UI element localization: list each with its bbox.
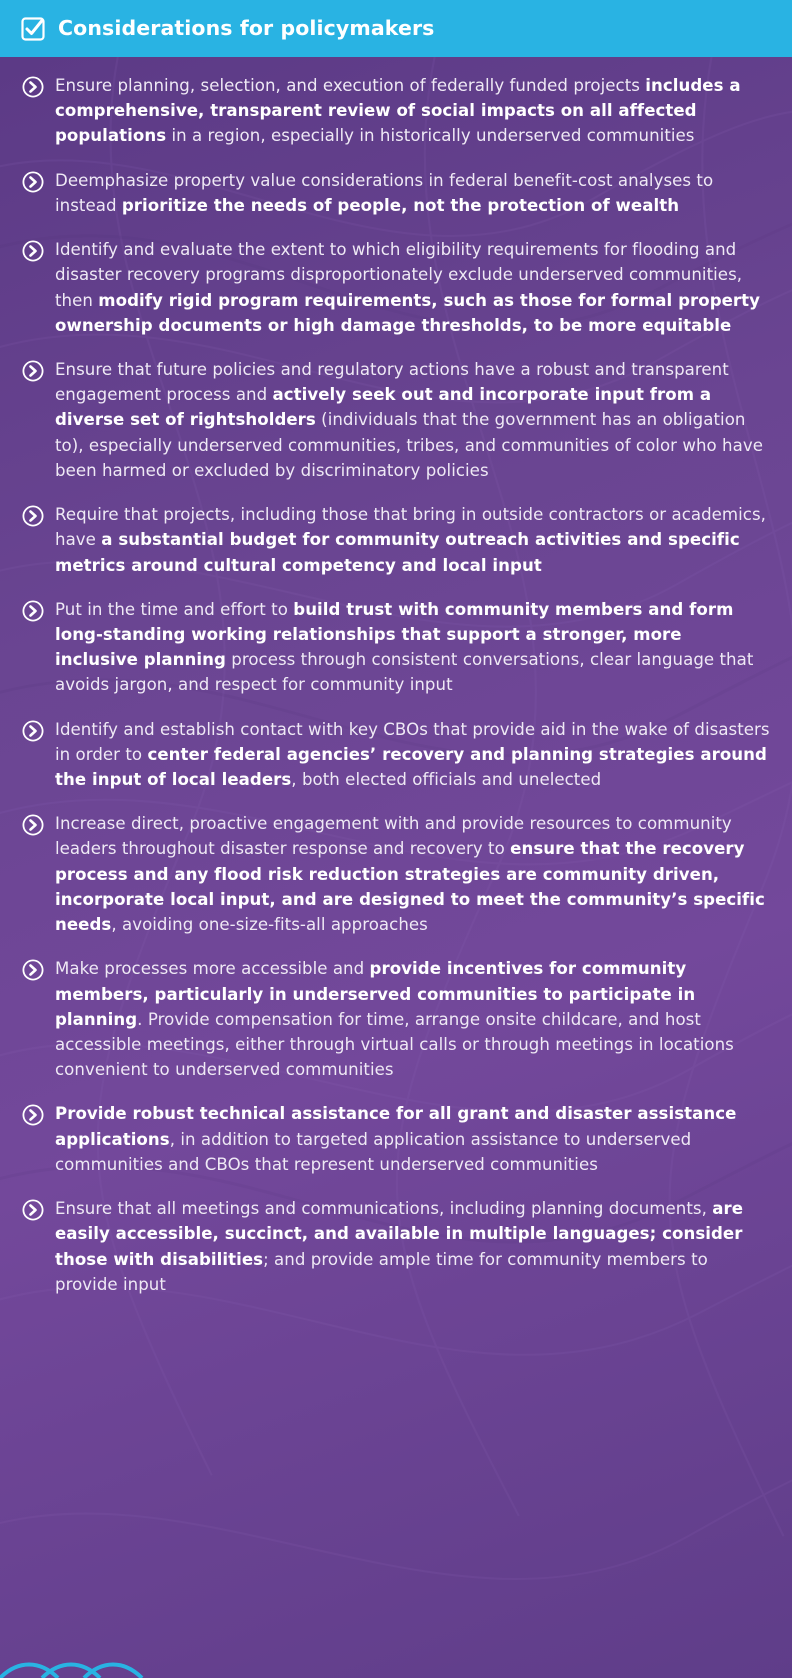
- arrow-right-circle-icon: [22, 360, 44, 382]
- arrow-right-circle-icon: [22, 76, 44, 98]
- consideration-text: Put in the time and effort to build trust with community members and form long-standing working relationships that support a stronger, more inclusive planning process through consistent conversations, clear language that avoids jargon, and respect for community input: [55, 599, 754, 695]
- consideration-text: Ensure that all meetings and communications, including planning documents, are easily accessible, succinct, and available in multiple languages; consider those with disabilities; and provide ample time for community members to provide input: [55, 1199, 744, 1294]
- list-item: [22, 168, 770, 218]
- arrow-right-circle-icon: [22, 240, 44, 262]
- arrow-right-circle-icon: [22, 720, 44, 742]
- panel-header: [0, 0, 792, 57]
- list-item: [22, 956, 770, 1082]
- arrow-right-circle-icon: [22, 600, 44, 622]
- bottom-wave-decoration: [0, 1656, 200, 1678]
- list-item: [22, 811, 770, 937]
- arrow-right-circle-icon: [22, 1104, 44, 1126]
- arrow-right-circle-icon: [22, 814, 44, 836]
- panel-body: [0, 57, 792, 1678]
- list-item: [22, 597, 770, 698]
- consideration-text: Make processes more accessible and provide incentives for community members, particularly in underserved communities to participate in planning. Provide compensation for time, arrange onsite childcare, and host accessible meetings, either through virtual calls or through meetings in locations convenient to underserved communities: [55, 959, 734, 1080]
- list-item: [22, 1196, 770, 1297]
- consideration-text: Ensure that future policies and regulatory actions have a robust and transparent engagement process and actively seek out and incorporate input from a diverse set of rightsholders (individuals that the government has an obligation to), especially underserved communities, tribes, and communities of color who have been harmed or excluded by discriminatory policies: [55, 359, 763, 480]
- arrow-right-circle-icon: [22, 959, 44, 981]
- consideration-text: Identify and evaluate the extent to which eligibility requirements for flooding and disaster recovery programs disproportionately exclude underserved communities, then modify rigid program requirements, such as those for formal property ownership documents or high damage thresholds, to be more equitable: [55, 240, 761, 335]
- list-item: [22, 1101, 770, 1177]
- panel-title: Considerations for policymakers: [58, 16, 435, 41]
- consideration-text: Provide robust technical assistance for all grant and disaster assistance applications, in addition to targeted application assistance to underserved communities and CBOs that represent underserved communities: [55, 1104, 737, 1174]
- considerations-list: [22, 73, 770, 1297]
- arrow-right-circle-icon: [22, 505, 44, 527]
- consideration-text: Ensure planning, selection, and execution of federally funded projects includes a comprehensive, transparent review of social impacts on all affected populations in a region, especially in historically underserved communities: [55, 76, 741, 146]
- consideration-text: Require that projects, including those that bring in outside contractors or academics, have a substantial budget for community outreach activities and specific metrics around cultural competency and local input: [55, 505, 766, 575]
- consideration-text: Increase direct, proactive engagement with and provide resources to community leaders throughout disaster response and recovery to ensure that the recovery process and any flood risk reduction strategies are community driven, incorporate local input, and are designed to meet the community’s specific needs, avoiding one-size-fits-all approaches: [55, 814, 765, 935]
- list-item: [22, 502, 770, 578]
- list-item: [22, 717, 770, 793]
- list-item: [22, 357, 770, 483]
- consideration-text: Deemphasize property value considerations in federal benefit-cost analyses to instead prioritize the needs of people, not the protection of wealth: [55, 170, 714, 215]
- checklist-icon: [20, 16, 46, 42]
- arrow-right-circle-icon: [22, 1199, 44, 1221]
- arrow-right-circle-icon: [22, 171, 44, 193]
- list-item: [22, 73, 770, 149]
- consideration-text: Identify and establish contact with key CBOs that provide aid in the wake of disasters in order to center federal agencies’ recovery and planning strategies around the input of local leaders, both elected officials and unelected: [55, 719, 770, 790]
- list-item: [22, 237, 770, 338]
